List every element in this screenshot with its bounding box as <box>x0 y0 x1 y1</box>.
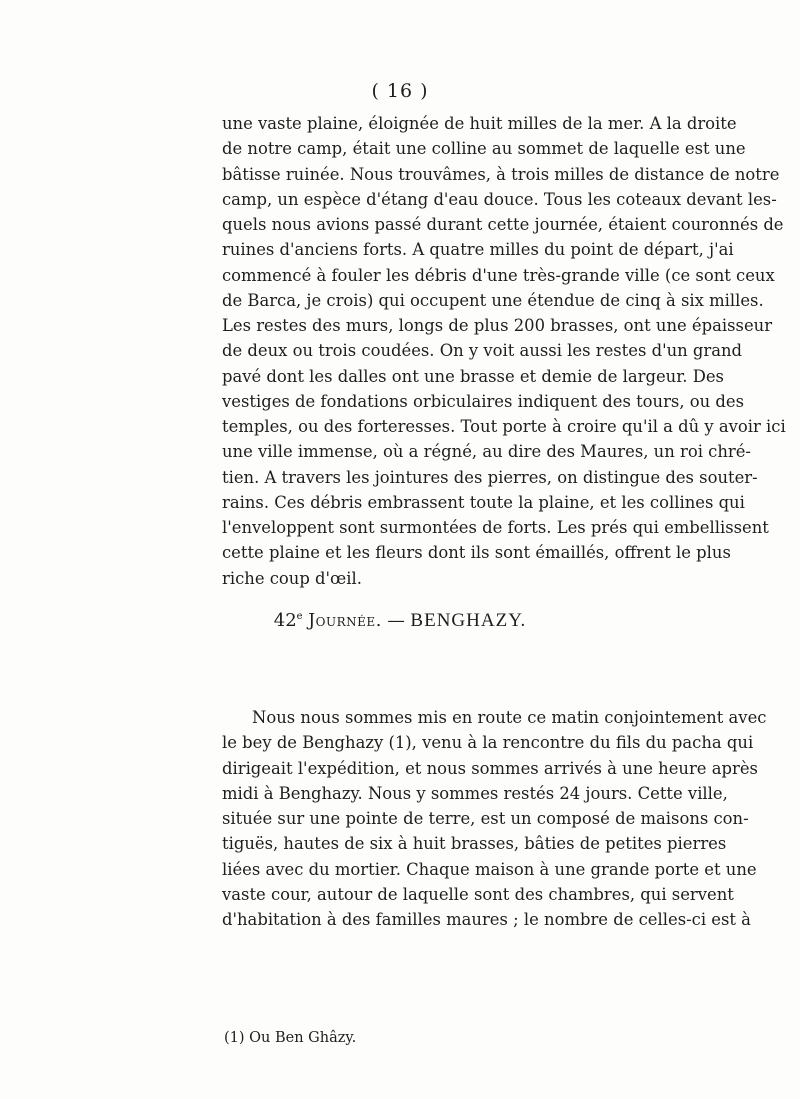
text-line: commencé à fouler les débris d'une très-grande ville (ce sont ceux <box>222 265 775 285</box>
paragraph-1 <box>222 111 786 591</box>
day-suffix: e <box>296 611 303 622</box>
text-line: rains. Ces débris embrassent toute la plaine, et les collines qui <box>222 492 745 512</box>
text-line: ruines d'anciens forts. A quatre milles du point de départ, j'ai <box>222 240 734 260</box>
text-line: temples, ou des forteresses. Tout porte à croire qu'il a dû y avoir ici <box>222 417 786 436</box>
text-line: riche coup d'œil. <box>222 568 362 588</box>
text-line: cette plaine et les fleurs dont ils sont émaillés, offrent le plus <box>222 543 731 563</box>
text-line: bâtisse ruinée. Nous trouvâmes, à trois milles de distance de notre <box>222 164 780 184</box>
footnote: (1) Ou Ben Ghâzy. <box>224 1030 357 1046</box>
text-line: de Barca, je crois) qui occupent une étendue de cinq à six milles. <box>222 290 764 310</box>
text-line: l'enveloppent sont surmontées de forts. Les prés qui embellissent <box>222 518 769 537</box>
text-line: Les restes des murs, longs de plus 200 brasses, ont une épaisseur <box>222 316 773 335</box>
text-line: de notre camp, était une colline au sommet de laquelle est une <box>222 139 746 159</box>
text-line: camp, un espèce d'étang d'eau douce. Tous les coteaux devant les- <box>222 189 777 209</box>
text-line: pavé dont les dalles ont une brasse et demie de largeur. Des <box>222 366 724 386</box>
text-line: vestiges de fondations orbiculaires indiquent des tours, ou des <box>222 391 744 411</box>
text-line: située sur une pointe de terre, est un composé de maisons con- <box>222 809 749 828</box>
day-label: Journée. <box>308 611 382 631</box>
text-line: de deux ou trois coudées. On y voit aussi les restes d'un grand <box>222 341 743 361</box>
text-line: dirigeait l'expédition, et nous sommes arrivés à une heure après <box>222 758 758 778</box>
city-name: BENGHAZY. <box>410 610 527 631</box>
text-line: Nous nous sommes mis en route ce matin conjointement avec <box>252 708 767 727</box>
text-line: une ville immense, où a régné, au dire des Maures, un roi chré- <box>222 442 751 462</box>
heading-separator: — <box>387 611 405 631</box>
text-line: d'habitation à des familles maures ; le nombre de celles-ci est à <box>222 910 751 929</box>
text-line: tiguës, hautes de six à huit brasses, bâties de petites pierres <box>222 834 727 854</box>
page-number: ( 16 ) <box>371 80 429 102</box>
text-line: le bey de Benghazy (1), venu à la rencontre du fils du pacha qui <box>222 733 754 753</box>
paragraph-2 <box>222 705 767 932</box>
text-line: tien. A travers les jointures des pierres, on distingue des souter- <box>222 467 758 487</box>
text-line: une vaste plaine, éloignée de huit milles de la mer. A la droite <box>222 114 737 133</box>
day-number: 42e <box>273 610 303 631</box>
text-line: liées avec du mortier. Chaque maison à une grande porte et une <box>222 859 757 879</box>
section-heading <box>0 610 800 632</box>
text-line: midi à Benghazy. Nous y sommes restés 24 jours. Cette ville, <box>222 783 728 803</box>
text-line: vaste cour, autour de laquelle sont des chambres, qui servent <box>222 884 734 904</box>
text-line: quels nous avions passé durant cette journée, étaient couronnés de <box>222 215 784 234</box>
